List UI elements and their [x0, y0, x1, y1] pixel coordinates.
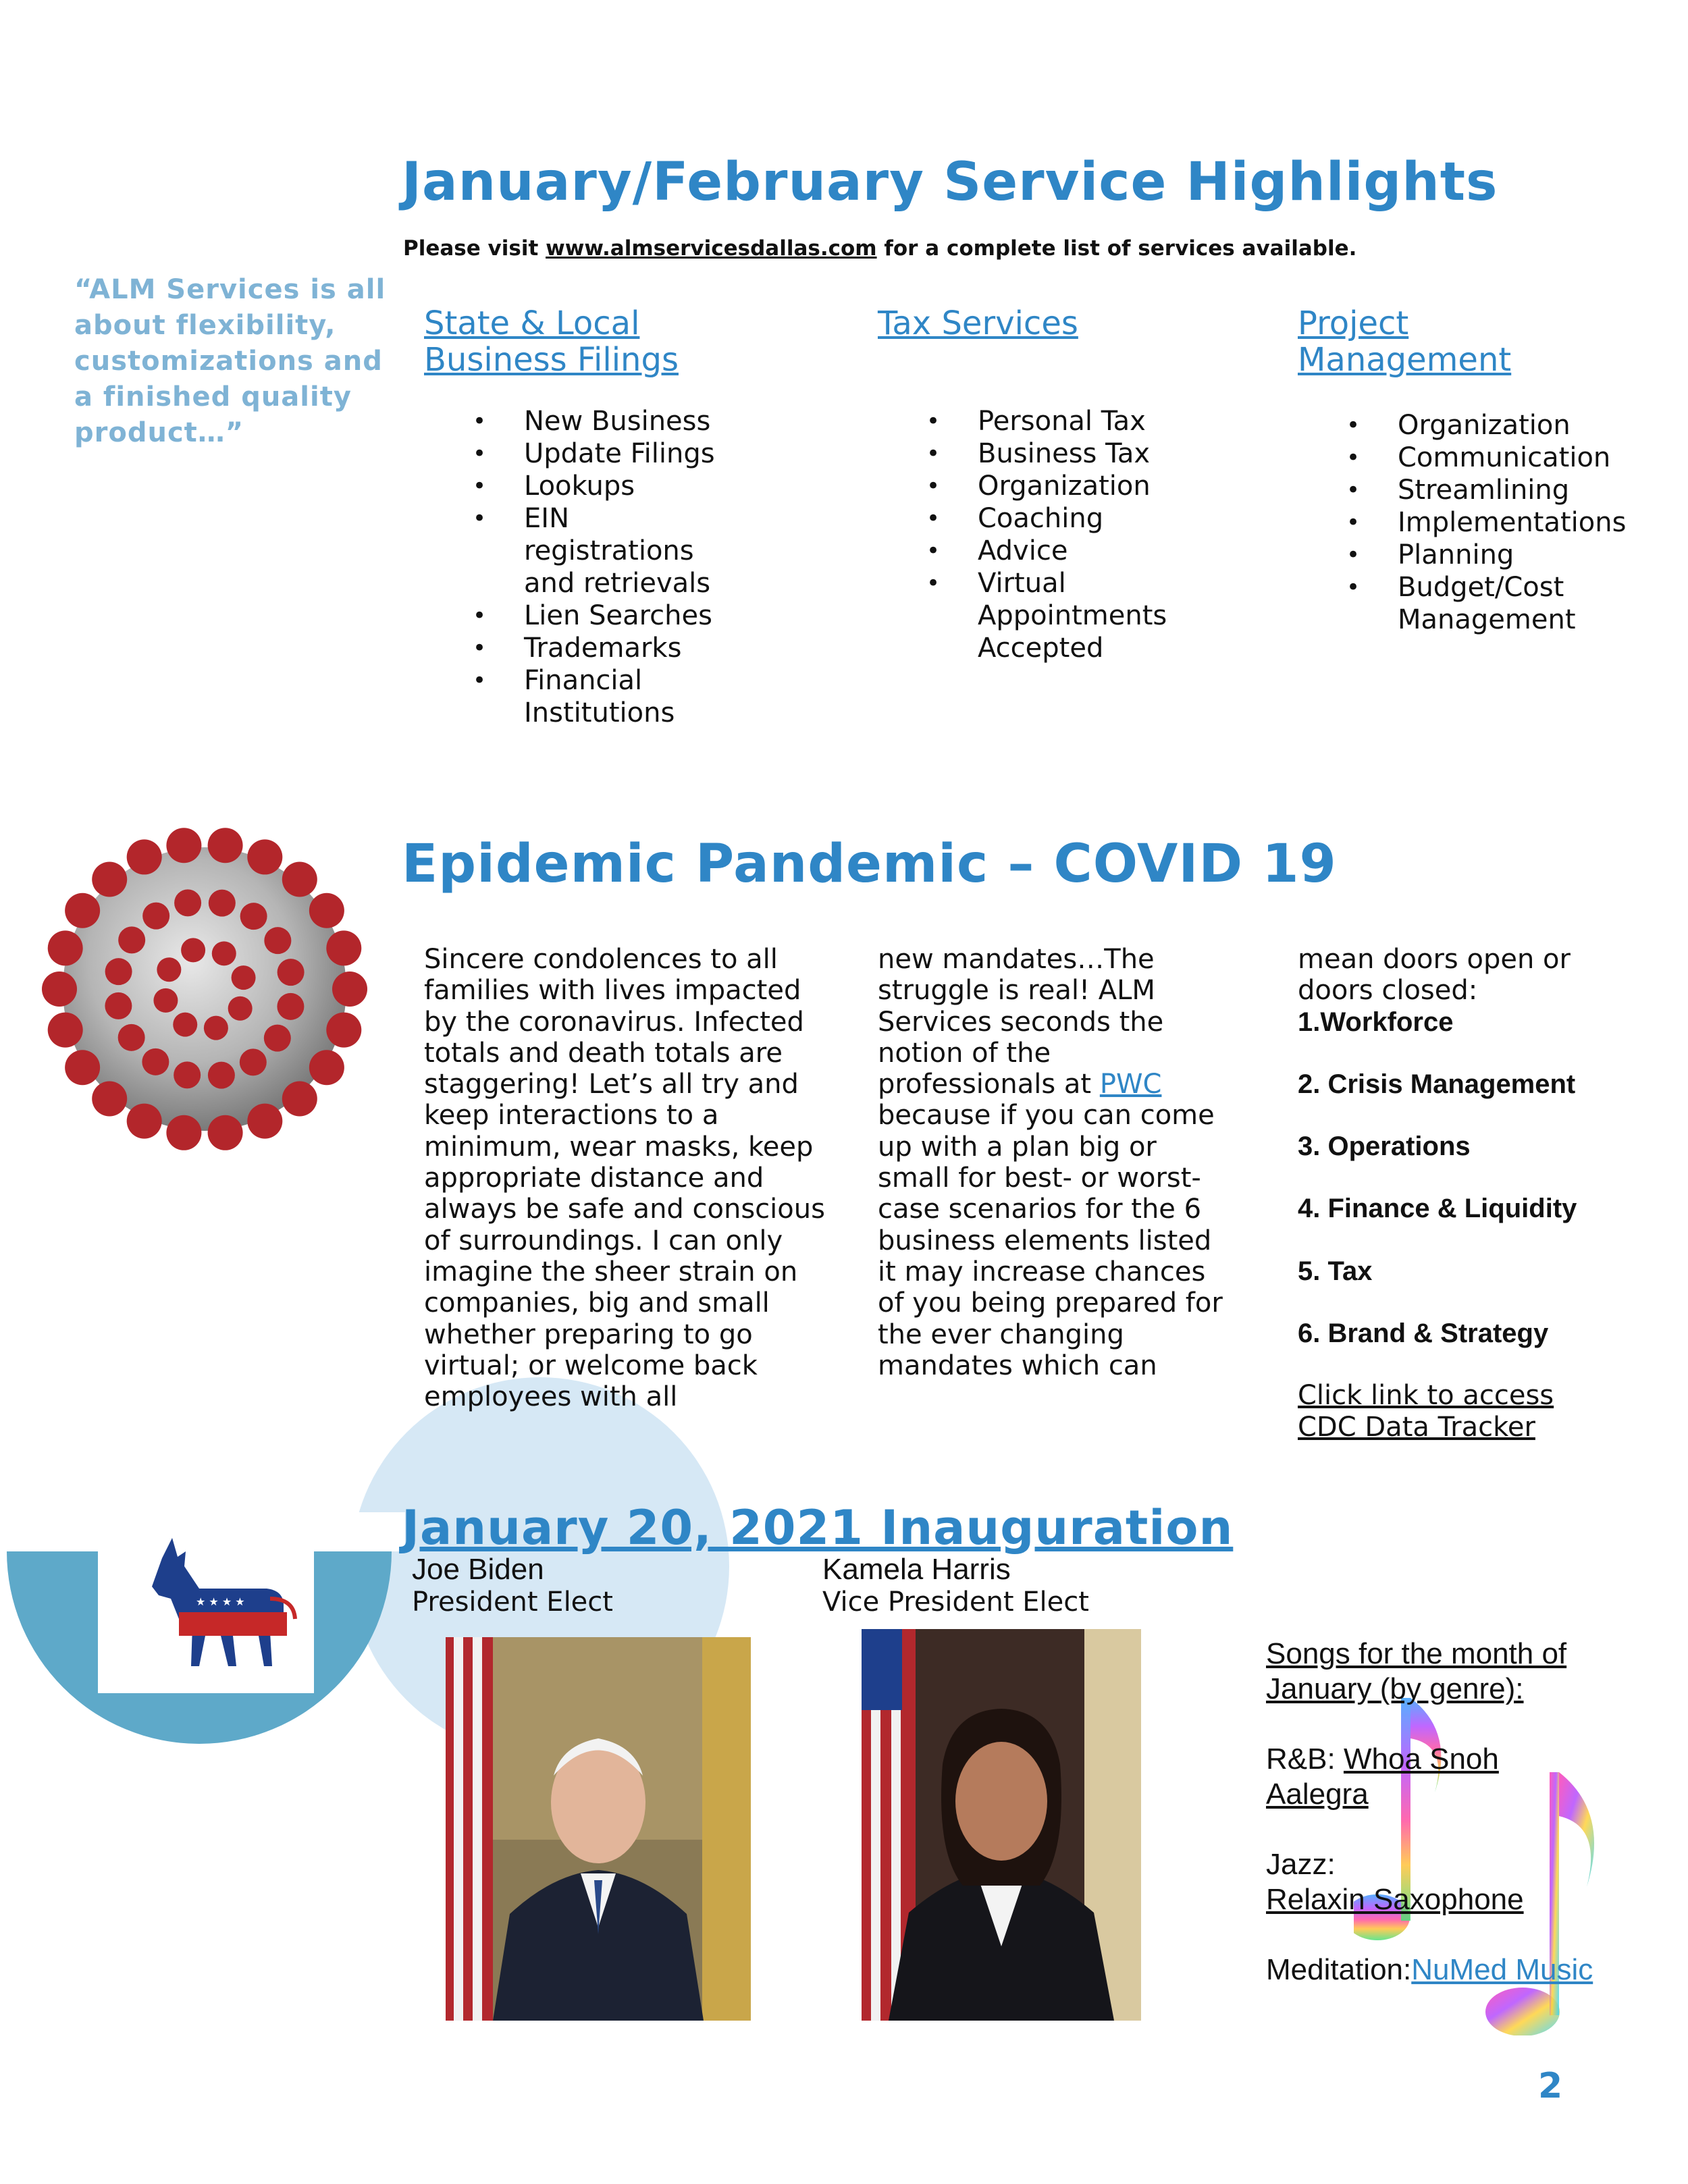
virus-spike	[142, 903, 169, 930]
service-list	[424, 405, 843, 729]
virus-spike	[232, 965, 256, 990]
heading-line: Tax Services	[878, 304, 1078, 342]
list-item: • Financial Institutions	[424, 664, 693, 729]
cdc-tracker-link[interactable]	[1298, 1380, 1649, 1443]
genre-label: Jazz	[1266, 1848, 1327, 1881]
virus-spike	[118, 926, 145, 953]
virus-spike	[127, 839, 162, 874]
song-rnb	[1266, 1742, 1644, 1812]
list-item: • Business Tax	[878, 437, 1269, 470]
page-title: January/February Service Highlights	[402, 152, 1498, 213]
heading-line: Management	[1298, 341, 1512, 379]
list-item: • Communication	[1298, 442, 1676, 474]
songs-heading-line: Songs for the month of	[1266, 1637, 1567, 1670]
virus-spike	[264, 1025, 291, 1052]
jazz-link[interactable]: Relaxin Saxophone	[1266, 1883, 1524, 1916]
genre-sep: :	[1327, 1742, 1344, 1776]
service-list	[1298, 409, 1676, 636]
virus-spike	[208, 1115, 243, 1150]
virus-spike	[65, 1050, 100, 1085]
virus-spike	[309, 1050, 344, 1085]
list-item: • Organization	[878, 470, 1269, 502]
heading-line: Project	[1298, 304, 1409, 342]
business-element: 6. Brand & Strategy	[1298, 1319, 1549, 1349]
virus-spike	[174, 1061, 201, 1088]
list-item: • EIN registrations and retrievals	[424, 502, 747, 600]
virus-spike	[92, 1081, 127, 1116]
coronavirus-illustration	[26, 810, 384, 1168]
business-element: 2. Crisis Management	[1298, 1069, 1576, 1099]
virus-spike	[282, 1081, 317, 1116]
virus-spike	[105, 992, 132, 1019]
visit-line	[403, 236, 1356, 261]
person-role: Vice President Elect	[822, 1587, 1089, 1618]
democratic-donkey-icon	[98, 1524, 314, 1693]
link-line: Click link to access	[1298, 1380, 1554, 1412]
person-role: President Elect	[412, 1587, 613, 1618]
list-item: • Planning	[1298, 539, 1676, 571]
list-item: • Coaching	[878, 502, 1269, 535]
services-column-project	[1298, 305, 1676, 636]
song-meditation	[1266, 1952, 1644, 1988]
list-item: • Lien Searches	[424, 600, 843, 632]
virus-spike	[332, 971, 367, 1007]
donkey-logo-box	[98, 1524, 314, 1693]
virus-spike	[326, 1013, 361, 1048]
rnb-link-line[interactable]: Aalegra	[1266, 1778, 1369, 1811]
link-line: CDC Data Tracker	[1298, 1411, 1535, 1443]
virus-spike	[181, 938, 205, 962]
person-name: Joe Biden	[412, 1553, 544, 1586]
biden-caption	[412, 1553, 613, 1618]
list-item: • Update Filings	[424, 437, 843, 470]
virus-spike	[92, 862, 127, 897]
virus-spike	[142, 1048, 169, 1075]
virus-spike	[65, 893, 100, 928]
list-item: • Trademarks	[424, 632, 843, 664]
virus-spike	[173, 1013, 197, 1037]
svg-text:★ ★ ★ ★: ★ ★ ★ ★	[196, 1595, 245, 1608]
genre-sep: :	[1327, 1848, 1336, 1881]
services-heading-link[interactable]	[1298, 305, 1676, 378]
virus-spike	[166, 828, 201, 863]
list-item: • Streamlining	[1298, 474, 1676, 506]
virus-spike	[240, 1048, 267, 1075]
genre-label: R&B	[1266, 1742, 1327, 1776]
virus-spike	[309, 893, 344, 928]
virus-spike	[204, 1016, 228, 1040]
page-number: 2	[1538, 2066, 1563, 2106]
pwc-link[interactable]: PWC	[1099, 1069, 1162, 1100]
songs-heading	[1266, 1636, 1644, 1707]
list-item: • Implementations	[1298, 506, 1676, 539]
virus-spike	[228, 996, 253, 1021]
covid-col2-after: because if you can come up with a plan big or small for best- or worst-case scenarios for the 6 business elements listed it may increase chances of you being prepared for the ever changing mandates which can	[878, 1100, 1223, 1381]
virus-spike	[48, 930, 83, 965]
virus-spike	[42, 971, 77, 1007]
song-jazz	[1266, 1847, 1644, 1917]
visit-suffix: for a complete list of services available.	[876, 236, 1357, 261]
covid-column-2	[878, 944, 1229, 1381]
virus-spike	[174, 889, 201, 916]
website-link[interactable]: www.almservicesdallas.com	[546, 236, 877, 261]
virus-spike	[240, 903, 267, 930]
genre-sep: :	[1403, 1953, 1412, 1986]
songs-section	[1266, 1636, 1644, 1988]
virus-spike	[127, 1104, 162, 1139]
meditation-link[interactable]: NuMed Music	[1411, 1953, 1593, 1986]
songs-heading-line: January (by genre):	[1266, 1672, 1524, 1705]
heading-line: State & Local	[424, 304, 640, 342]
covid-column-1: Sincere condolences to all families with lives impacted by the coronavirus. Infected totals and death totals are staggering! Let’s all try and keep interactions to a minimum, wear masks, keep appropriate distance and always be safe and conscious of surroundings. I can only imagine the sheer strain on companies, big and small whether preparing to go virtual; or welcome back employees with all	[424, 944, 825, 1413]
inauguration-title[interactable]: January 20, 2021 Inauguration	[402, 1500, 1234, 1555]
virus-spike	[153, 988, 178, 1013]
rnb-link-line[interactable]: Whoa Snoh	[1343, 1742, 1499, 1776]
list-item: • Lookups	[424, 470, 843, 502]
business-element: 5. Tax	[1298, 1256, 1373, 1286]
heading-line: Business Filings	[424, 341, 679, 379]
services-column-state-local	[424, 305, 843, 729]
services-heading-link[interactable]	[878, 305, 1269, 342]
sidebar-quote: “ALM Services is all about flexibility, customizations and a finished quality product…”	[74, 274, 386, 448]
genre-label: Meditation	[1266, 1953, 1404, 1986]
list-item: • Budget/Cost Management	[1298, 571, 1600, 636]
virus-spike	[247, 839, 282, 874]
virus-spike	[118, 1024, 145, 1051]
list-item: • New Business	[424, 405, 843, 437]
business-element: 4. Finance & Liquidity	[1298, 1194, 1577, 1224]
virus-spike	[166, 1115, 201, 1150]
service-list	[878, 405, 1269, 664]
services-column-tax	[878, 305, 1269, 664]
virus-spike	[278, 959, 305, 986]
list-item: • Personal Tax	[878, 405, 1269, 437]
virus-spike	[48, 1013, 83, 1048]
covid-column-3	[1298, 944, 1649, 1443]
virus-spike	[208, 828, 243, 863]
virus-spike	[157, 957, 181, 982]
virus-spike	[326, 930, 361, 965]
harris-caption	[822, 1553, 1089, 1618]
biden-portrait	[446, 1637, 751, 2021]
virus-spike	[212, 941, 236, 965]
virus-spike	[209, 890, 236, 917]
harris-portrait	[862, 1629, 1141, 2021]
virus-spike	[105, 958, 132, 985]
virus-spike	[264, 927, 291, 954]
virus-spike	[282, 862, 317, 897]
business-element: 1.Workforce	[1298, 1007, 1454, 1037]
covid-title: Epidemic Pandemic – COVID 19	[402, 834, 1337, 895]
services-heading-link[interactable]	[424, 305, 843, 378]
virus-spike	[247, 1104, 282, 1139]
covid-col2-before: new mandates…The struggle is real! ALM Services seconds the notion of the professionals at	[878, 944, 1164, 1100]
virus-spike	[277, 993, 304, 1020]
covid-col3-intro: mean doors open or doors closed:	[1298, 944, 1571, 1007]
list-item: • Organization	[1298, 409, 1676, 442]
list-item: • Advice	[878, 535, 1269, 567]
visit-prefix: Please visit	[403, 236, 546, 261]
list-item: • Virtual Appointments Accepted	[878, 567, 1173, 664]
business-element: 3. Operations	[1298, 1131, 1471, 1162]
virus-spike	[208, 1062, 235, 1089]
person-name: Kamela Harris	[822, 1553, 1011, 1586]
